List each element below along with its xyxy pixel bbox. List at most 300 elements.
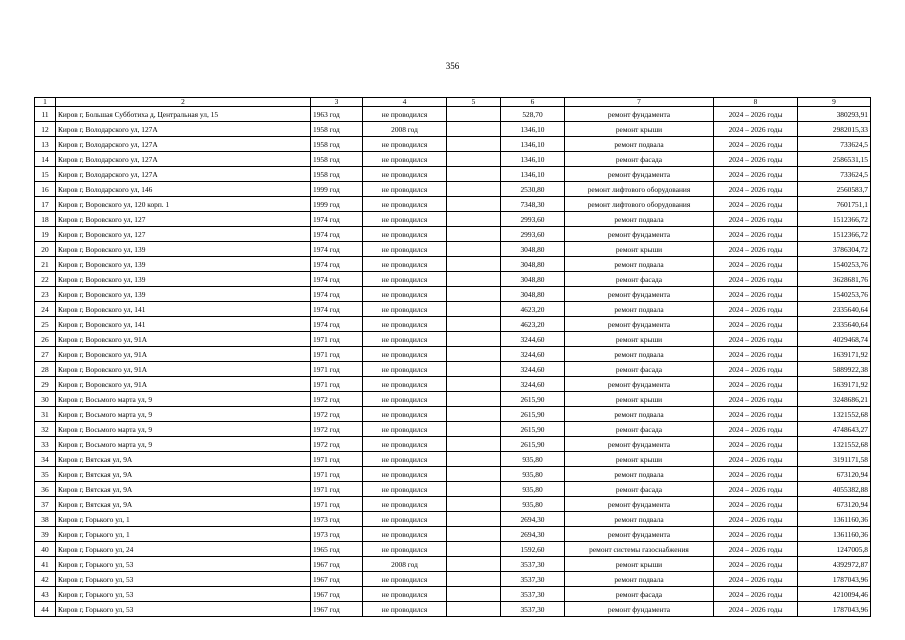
row-number: 15 [35,167,56,182]
empty-cell [447,242,501,257]
empty-cell [447,497,501,512]
cost-cell: 673120,94 [798,497,871,512]
address-cell: Киров г, Воровского ул, 91А [56,362,311,377]
year-built-cell: 1974 год [311,272,363,287]
table-row [35,542,871,557]
empty-cell [447,452,501,467]
table-row [35,137,871,152]
row-number: 28 [35,362,56,377]
empty-cell [447,482,501,497]
area-cell: 2615,90 [501,422,565,437]
row-number: 22 [35,272,56,287]
address-cell: Киров г, Горького ул, 24 [56,542,311,557]
last-repair-cell: не проводился [363,392,447,407]
year-built-cell: 1965 год [311,542,363,557]
area-cell: 1346,10 [501,167,565,182]
period-cell: 2024 – 2026 годы [714,332,798,347]
period-cell: 2024 – 2026 годы [714,452,798,467]
address-cell: Киров г, Воровского ул, 139 [56,257,311,272]
address-cell: Киров г, Воровского ул, 120 корп. 1 [56,197,311,212]
row-number: 19 [35,227,56,242]
address-cell: Киров г, Воровского ул, 139 [56,287,311,302]
cost-cell: 733624,5 [798,167,871,182]
period-cell: 2024 – 2026 годы [714,437,798,452]
column-header: 2 [56,98,311,107]
year-built-cell: 1971 год [311,377,363,392]
empty-cell [447,167,501,182]
last-repair-cell: не проводился [363,437,447,452]
table-row [35,467,871,482]
year-built-cell: 1972 год [311,422,363,437]
empty-cell [447,437,501,452]
area-cell: 3537,30 [501,557,565,572]
last-repair-cell: не проводился [363,572,447,587]
period-cell: 2024 – 2026 годы [714,257,798,272]
work-type-cell: ремонт фасада [565,362,714,377]
cost-cell: 4748643,27 [798,422,871,437]
area-cell: 2993,60 [501,227,565,242]
empty-cell [447,542,501,557]
year-built-cell: 1971 год [311,482,363,497]
row-number: 12 [35,122,56,137]
period-cell: 2024 – 2026 годы [714,497,798,512]
table-row [35,482,871,497]
table-body [35,107,871,617]
table-row [35,272,871,287]
period-cell: 2024 – 2026 годы [714,557,798,572]
address-cell: Киров г, Володарского ул, 127А [56,152,311,167]
empty-cell [447,227,501,242]
cost-cell: 1540253,76 [798,287,871,302]
period-cell: 2024 – 2026 годы [714,122,798,137]
address-cell: Киров г, Горького ул, 1 [56,512,311,527]
year-built-cell: 1971 год [311,452,363,467]
year-built-cell: 1958 год [311,167,363,182]
row-number: 37 [35,497,56,512]
cost-cell: 3191171,58 [798,452,871,467]
table-row [35,287,871,302]
year-built-cell: 1974 год [311,227,363,242]
address-cell: Киров г, Вятская ул, 9А [56,497,311,512]
empty-cell [447,272,501,287]
work-type-cell: ремонт фасада [565,272,714,287]
area-cell: 2993,60 [501,212,565,227]
empty-cell [447,317,501,332]
cost-cell: 2335640,64 [798,317,871,332]
cost-cell: 2560583,7 [798,182,871,197]
empty-cell [447,512,501,527]
work-type-cell: ремонт крыши [565,122,714,137]
address-cell: Киров г, Володарского ул, 127А [56,167,311,182]
table-row [35,422,871,437]
area-cell: 3537,30 [501,602,565,617]
last-repair-cell: не проводился [363,347,447,362]
row-number: 20 [35,242,56,257]
year-built-cell: 1974 год [311,257,363,272]
last-repair-cell: не проводился [363,602,447,617]
period-cell: 2024 – 2026 годы [714,227,798,242]
year-built-cell: 1999 год [311,197,363,212]
work-type-cell: ремонт фундамента [565,527,714,542]
cost-cell: 3248686,21 [798,392,871,407]
row-number: 39 [35,527,56,542]
year-built-cell: 1973 год [311,527,363,542]
row-number: 42 [35,572,56,587]
empty-cell [447,407,501,422]
row-number: 36 [35,482,56,497]
work-type-cell: ремонт фасада [565,422,714,437]
area-cell: 2615,90 [501,392,565,407]
area-cell: 3048,80 [501,242,565,257]
table-row [35,602,871,617]
year-built-cell: 1972 год [311,407,363,422]
table-row [35,377,871,392]
area-cell: 3244,60 [501,347,565,362]
empty-cell [447,302,501,317]
empty-cell [447,392,501,407]
column-number-row [35,98,871,107]
year-built-cell: 1958 год [311,122,363,137]
address-cell: Киров г, Горького ул, 53 [56,602,311,617]
last-repair-cell: не проводился [363,407,447,422]
work-type-cell: ремонт подвала [565,467,714,482]
cost-cell: 1787043,96 [798,602,871,617]
period-cell: 2024 – 2026 годы [714,212,798,227]
period-cell: 2024 – 2026 годы [714,302,798,317]
table-row [35,152,871,167]
work-type-cell: ремонт подвала [565,347,714,362]
area-cell: 3048,80 [501,257,565,272]
table-row [35,227,871,242]
repair-schedule-table [34,97,871,617]
row-number: 30 [35,392,56,407]
cost-cell: 2586531,15 [798,152,871,167]
table-row [35,527,871,542]
table-row [35,497,871,512]
cost-cell: 673120,94 [798,467,871,482]
year-built-cell: 1971 год [311,332,363,347]
table-row [35,512,871,527]
cost-cell: 5889922,38 [798,362,871,377]
cost-cell: 4392972,87 [798,557,871,572]
work-type-cell: ремонт подвала [565,302,714,317]
last-repair-cell: не проводился [363,482,447,497]
table-row [35,212,871,227]
empty-cell [447,287,501,302]
area-cell: 1346,10 [501,152,565,167]
year-built-cell: 1971 год [311,497,363,512]
period-cell: 2024 – 2026 годы [714,602,798,617]
empty-cell [447,107,501,122]
table-row [35,242,871,257]
cost-cell: 4029468,74 [798,332,871,347]
year-built-cell: 1972 год [311,392,363,407]
area-cell: 3537,30 [501,587,565,602]
table-row [35,332,871,347]
table-row [35,257,871,272]
area-cell: 935,80 [501,482,565,497]
cost-cell: 1247005,8 [798,542,871,557]
row-number: 16 [35,182,56,197]
period-cell: 2024 – 2026 годы [714,317,798,332]
area-cell: 3244,60 [501,362,565,377]
address-cell: Киров г, Воровского ул, 91А [56,347,311,362]
address-cell: Киров г, Восьмого марта ул, 9 [56,437,311,452]
area-cell: 528,70 [501,107,565,122]
empty-cell [447,332,501,347]
work-type-cell: ремонт фасада [565,482,714,497]
year-built-cell: 1974 год [311,317,363,332]
last-repair-cell: не проводился [363,497,447,512]
row-number: 21 [35,257,56,272]
empty-cell [447,422,501,437]
year-built-cell: 1971 год [311,362,363,377]
year-built-cell: 1974 год [311,212,363,227]
work-type-cell: ремонт подвала [565,137,714,152]
cost-cell: 1639171,92 [798,347,871,362]
area-cell: 3537,30 [501,572,565,587]
address-cell: Киров г, Володарского ул, 146 [56,182,311,197]
area-cell: 3048,80 [501,272,565,287]
row-number: 14 [35,152,56,167]
area-cell: 1592,60 [501,542,565,557]
table-row [35,392,871,407]
period-cell: 2024 – 2026 годы [714,152,798,167]
address-cell: Киров г, Воровского ул, 91А [56,332,311,347]
period-cell: 2024 – 2026 годы [714,167,798,182]
area-cell: 1346,10 [501,137,565,152]
area-cell: 7348,30 [501,197,565,212]
row-number: 33 [35,437,56,452]
period-cell: 2024 – 2026 годы [714,137,798,152]
column-header: 1 [35,98,56,107]
cost-cell: 380293,91 [798,107,871,122]
period-cell: 2024 – 2026 годы [714,362,798,377]
address-cell: Киров г, Восьмого марта ул, 9 [56,407,311,422]
cost-cell: 2335640,64 [798,302,871,317]
last-repair-cell: не проводился [363,422,447,437]
year-built-cell: 1973 год [311,512,363,527]
work-type-cell: ремонт фундамента [565,377,714,392]
period-cell: 2024 – 2026 годы [714,542,798,557]
cost-cell: 4055382,88 [798,482,871,497]
work-type-cell: ремонт подвала [565,407,714,422]
last-repair-cell: 2008 год [363,122,447,137]
table-row [35,182,871,197]
address-cell: Киров г, Володарского ул, 127А [56,137,311,152]
address-cell: Киров г, Горького ул, 1 [56,527,311,542]
address-cell: Киров г, Горького ул, 53 [56,557,311,572]
cost-cell: 1639171,92 [798,377,871,392]
cost-cell: 1540253,76 [798,257,871,272]
area-cell: 4623,20 [501,302,565,317]
empty-cell [447,137,501,152]
period-cell: 2024 – 2026 годы [714,377,798,392]
row-number: 44 [35,602,56,617]
work-type-cell: ремонт фундамента [565,227,714,242]
cost-cell: 1321552,68 [798,407,871,422]
area-cell: 2694,30 [501,527,565,542]
row-number: 23 [35,287,56,302]
cost-cell: 1787043,96 [798,572,871,587]
period-cell: 2024 – 2026 годы [714,407,798,422]
column-header: 3 [311,98,363,107]
last-repair-cell: не проводился [363,137,447,152]
row-number: 31 [35,407,56,422]
last-repair-cell: не проводился [363,452,447,467]
work-type-cell: ремонт подвала [565,512,714,527]
last-repair-cell: 2008 год [363,557,447,572]
period-cell: 2024 – 2026 годы [714,467,798,482]
table-row [35,107,871,122]
table-row [35,362,871,377]
cost-cell: 1361160,36 [798,527,871,542]
address-cell: Киров г, Большая Субботиха д, Центральная ул, 15 [56,107,311,122]
table-row [35,452,871,467]
period-cell: 2024 – 2026 годы [714,107,798,122]
empty-cell [447,257,501,272]
empty-cell [447,152,501,167]
period-cell: 2024 – 2026 годы [714,347,798,362]
row-number: 40 [35,542,56,557]
last-repair-cell: не проводился [363,302,447,317]
empty-cell [447,557,501,572]
year-built-cell: 1958 год [311,137,363,152]
table-row [35,587,871,602]
row-number: 34 [35,452,56,467]
year-built-cell: 1958 год [311,152,363,167]
period-cell: 2024 – 2026 годы [714,587,798,602]
period-cell: 2024 – 2026 годы [714,242,798,257]
period-cell: 2024 – 2026 годы [714,482,798,497]
area-cell: 935,80 [501,497,565,512]
last-repair-cell: не проводился [363,272,447,287]
year-built-cell: 1974 год [311,242,363,257]
period-cell: 2024 – 2026 годы [714,287,798,302]
empty-cell [447,527,501,542]
last-repair-cell: не проводился [363,242,447,257]
work-type-cell: ремонт крыши [565,242,714,257]
last-repair-cell: не проводился [363,587,447,602]
year-built-cell: 1967 год [311,557,363,572]
work-type-cell: ремонт подвала [565,212,714,227]
empty-cell [447,572,501,587]
area-cell: 2530,80 [501,182,565,197]
area-cell: 935,80 [501,467,565,482]
work-type-cell: ремонт лифтового оборудования [565,182,714,197]
work-type-cell: ремонт фасада [565,587,714,602]
work-type-cell: ремонт подвала [565,257,714,272]
row-number: 11 [35,107,56,122]
address-cell: Киров г, Воровского ул, 141 [56,317,311,332]
empty-cell [447,182,501,197]
table-row [35,197,871,212]
cost-cell: 1321552,68 [798,437,871,452]
area-cell: 2615,90 [501,407,565,422]
year-built-cell: 1971 год [311,467,363,482]
address-cell: Киров г, Восьмого марта ул, 9 [56,422,311,437]
period-cell: 2024 – 2026 годы [714,182,798,197]
column-header: 5 [447,98,501,107]
year-built-cell: 1999 год [311,182,363,197]
last-repair-cell: не проводился [363,182,447,197]
row-number: 32 [35,422,56,437]
column-header: 7 [565,98,714,107]
last-repair-cell: не проводился [363,527,447,542]
table-row [35,347,871,362]
area-cell: 3244,60 [501,332,565,347]
column-header: 9 [798,98,871,107]
last-repair-cell: не проводился [363,227,447,242]
column-header: 6 [501,98,565,107]
work-type-cell: ремонт крыши [565,557,714,572]
area-cell: 935,80 [501,452,565,467]
address-cell: Киров г, Воровского ул, 127 [56,212,311,227]
address-cell: Киров г, Восьмого марта ул, 9 [56,392,311,407]
address-cell: Киров г, Горького ул, 53 [56,572,311,587]
table-row [35,437,871,452]
row-number: 25 [35,317,56,332]
work-type-cell: ремонт подвала [565,572,714,587]
table-row [35,167,871,182]
period-cell: 2024 – 2026 годы [714,197,798,212]
area-cell: 1346,10 [501,122,565,137]
row-number: 29 [35,377,56,392]
address-cell: Киров г, Вятская ул, 9А [56,452,311,467]
cost-cell: 1512366,72 [798,212,871,227]
last-repair-cell: не проводился [363,377,447,392]
period-cell: 2024 – 2026 годы [714,272,798,287]
table-row [35,317,871,332]
address-cell: Киров г, Горького ул, 53 [56,587,311,602]
empty-cell [447,212,501,227]
address-cell: Киров г, Воровского ул, 141 [56,302,311,317]
cost-cell: 2982015,33 [798,122,871,137]
work-type-cell: ремонт фасада [565,152,714,167]
empty-cell [447,602,501,617]
table-row [35,122,871,137]
address-cell: Киров г, Воровского ул, 91А [56,377,311,392]
table-row [35,557,871,572]
last-repair-cell: не проводился [363,542,447,557]
address-cell: Киров г, Воровского ул, 127 [56,227,311,242]
address-cell: Киров г, Вятская ул, 9А [56,482,311,497]
year-built-cell: 1971 год [311,347,363,362]
row-number: 38 [35,512,56,527]
empty-cell [447,362,501,377]
empty-cell [447,377,501,392]
column-header: 8 [714,98,798,107]
last-repair-cell: не проводился [363,317,447,332]
period-cell: 2024 – 2026 годы [714,527,798,542]
cost-cell: 1512366,72 [798,227,871,242]
period-cell: 2024 – 2026 годы [714,392,798,407]
last-repair-cell: не проводился [363,512,447,527]
work-type-cell: ремонт фундамента [565,167,714,182]
year-built-cell: 1972 год [311,437,363,452]
cost-cell: 4210094,46 [798,587,871,602]
last-repair-cell: не проводился [363,212,447,227]
cost-cell: 3786304,72 [798,242,871,257]
last-repair-cell: не проводился [363,287,447,302]
year-built-cell: 1963 год [311,107,363,122]
row-number: 13 [35,137,56,152]
last-repair-cell: не проводился [363,467,447,482]
work-type-cell: ремонт фундамента [565,497,714,512]
page-number: 356 [445,61,460,71]
year-built-cell: 1967 год [311,602,363,617]
last-repair-cell: не проводился [363,257,447,272]
